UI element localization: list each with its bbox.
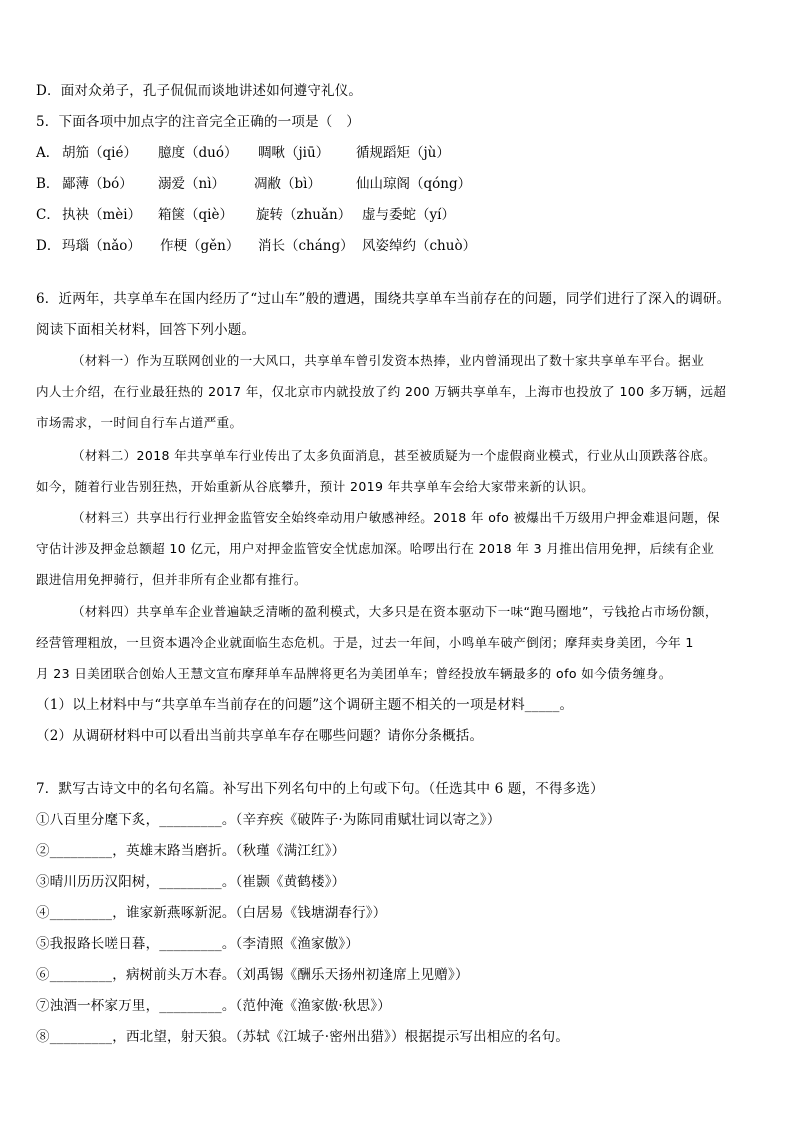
option-item: 箱箧（qiè）: [158, 207, 233, 223]
q7-item-6: ⑥_________，病树前头万木春。（刘禹锡《酬乐天扬州初逢席上见赠》）: [36, 967, 469, 983]
option-item: 仙山琼阁（qóng）: [356, 176, 472, 192]
option-item: 溺爱（nì）: [158, 176, 226, 192]
option-item: 臆度（duó）: [158, 145, 238, 161]
q7-item-8: ⑧_________，西北望，射天狼。（苏轼《江城子·密州出猎》）根据提示写出相应的名句。: [36, 1029, 570, 1045]
option-item: 玛瑙（nǎo）: [62, 238, 141, 254]
option-item: 虚与委蛇（yí）: [362, 207, 455, 223]
material-2-line2: 如今，随着行业告别狂热，开始重新从谷底攀升，预计 2019 年共享单车会给大家带来新的认识。: [36, 479, 595, 494]
option-item: 消长（cháng）: [258, 238, 354, 254]
q5-stem: 5．下面各项中加点字的注音完全正确的一项是（ ）: [36, 114, 360, 130]
q7-item-4: ④_________，谁家新燕啄新泥。（白居易《钱塘湖春行》）: [36, 905, 387, 921]
option-item: 鄙薄（bó）: [62, 176, 133, 192]
material-1-line3: 市场需求，一时间自行车占道严重。: [36, 415, 243, 430]
material-4-line1: （材料四）共享单车企业普遍缺乏清晰的盈利模式，大多只是在资本驱动下一味“跑马圈地”，亏钱抢占市场份额，: [72, 604, 718, 619]
q4-option-d: D．面对众弟子，孔子侃侃而谈地讲述如何遵守礼仪。: [36, 83, 363, 99]
material-3-line2: 守估计涉及押金总额超 10 亿元，用户对押金监管安全忧虑加深。哈啰出行在 2018 年 3 月推出信用免押，后续有企业: [36, 541, 715, 556]
material-1-line2: 内人士介绍，在行业最狂热的 2017 年，仅北京市内就投放了约 200 万辆共享单车，上海市也投放了 100 多万辆，远超: [36, 384, 727, 399]
option-item: 啁啾（jiū）: [258, 145, 330, 161]
q7-stem: 7．默写古诗文中的名句名篇。补写出下列名句中的上句或下句。（任选其中 6 题，不得多选）: [36, 781, 604, 797]
material-2-line1: （材料二）2018 年共享单车行业传出了太多负面消息，甚至被质疑为一个虚假商业模式，行业从山顶跌落谷底。: [72, 448, 717, 463]
option-label: A．: [36, 145, 60, 161]
option-item: 风姿绰约（chuò）: [362, 238, 477, 254]
q7-item-7: ⑦浊酒一杯家万里，_________。（范仲淹《渔家傲·秋思》）: [36, 998, 391, 1014]
material-3-line1: （材料三）共享出行行业押金监管安全始终牵动用户敏感神经。2018 年 ofo 被爆出千万级用户押金难退问题，保: [72, 510, 720, 525]
option-item: 胡笳（qié）: [62, 145, 137, 161]
q6-stem-line2: 阅读下面相关材料，回答下列小题。: [36, 322, 256, 338]
q6-sub-question-2: （2）从调研材料中可以看出当前共享单车存在哪些问题？请你分条概括。: [36, 728, 484, 744]
q7-item-1: ①八百里分麾下炙，_________。（辛弃疾《破阵子·为陈同甫赋壮词以寄之》）: [36, 812, 501, 828]
q6-stem-line1: 6．近两年，共享单车在国内经历了“过山车”般的遭遇，围绕共享单车当前存在的问题，同学们进行了深入的调研。: [36, 291, 731, 307]
q7-item-2: ②_________，英雄末路当磨折。（秋瑾《满江红》）: [36, 843, 346, 859]
material-1-line1: （材料一）作为互联网创业的一大风口，共享单车曾引发资本热捧，业内曾涌现出了数十家共享单车平台。据业: [72, 353, 705, 368]
option-label: D．: [36, 238, 61, 254]
option-item: 作梗（gěn）: [160, 238, 240, 254]
option-item: 旋转（zhuǎn）: [256, 207, 352, 223]
option-item: 凋敝（bì）: [254, 176, 321, 192]
material-4-line2: 经营管理粗放，一旦资本遇冷企业就面临生态危机。于是，过去一年间，小鸣单车破产倒闭；摩拜卖身美团，今年 1: [36, 635, 694, 650]
q7-item-3: ③晴川历历汉阳树，_________。（崔颢《黄鹤楼》）: [36, 874, 346, 890]
option-item: 执袂（mèi）: [62, 207, 142, 223]
option-label: B．: [36, 176, 60, 192]
q7-item-5: ⑤我报路长嗟日暮，_________。（李清照《渔家傲》）: [36, 936, 360, 952]
option-label: C．: [36, 207, 60, 223]
option-item: 循规蹈矩（jù）: [356, 145, 450, 161]
material-3-line3: 跟进信用免押骑行，但并非所有企业都有推行。: [36, 572, 307, 587]
q6-sub-question-1: （1）以上材料中与“共享单车当前存在的问题”这个调研主题不相关的一项是材料_____。: [36, 697, 574, 713]
material-4-line3: 月 23 日美团联合创始人王慧文宣布摩拜单车品牌将更名为美团单车；曾经投放车辆最多的 ofo 如今债务缠身。: [36, 666, 672, 681]
